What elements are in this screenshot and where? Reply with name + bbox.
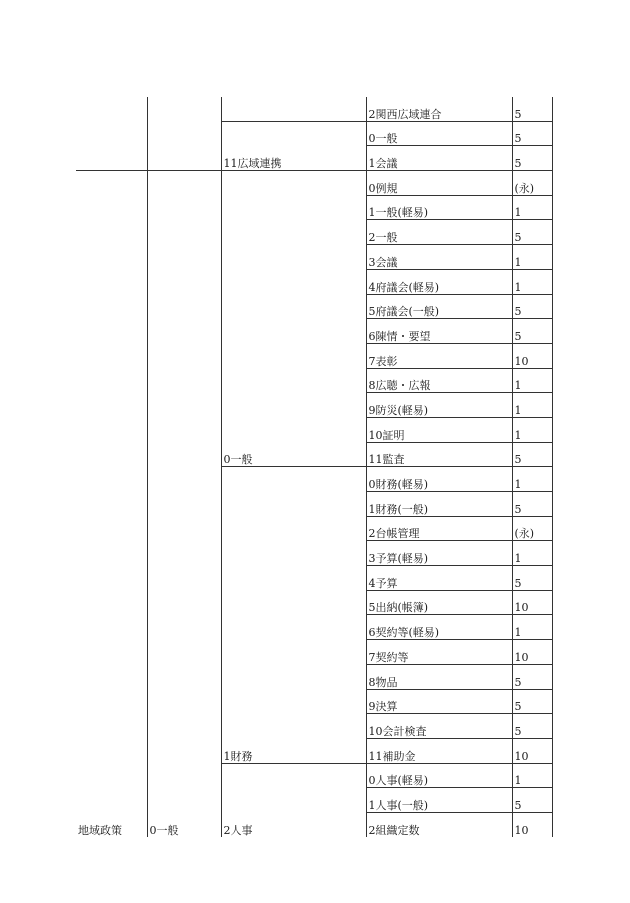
retention-period: 5 — [512, 146, 552, 171]
retention-period: 10 — [512, 343, 552, 368]
retention-period: 1 — [512, 195, 552, 220]
minor-category: 2一般 — [366, 220, 512, 245]
minor-category: 9防災(軽易) — [366, 393, 512, 418]
minor-category: 2組織定数 — [366, 812, 512, 836]
minor-category: 7表彰 — [366, 343, 512, 368]
retention-period: 1 — [512, 269, 552, 294]
retention-period: 1 — [512, 467, 552, 492]
minor-category: 4府議会(軽易) — [366, 269, 512, 294]
minor-category: 6契約等(軽易) — [366, 615, 512, 640]
table-row — [76, 97, 552, 121]
minor-category: 0財務(軽易) — [366, 467, 512, 492]
retention-period: 1 — [512, 763, 552, 788]
retention-period: 5 — [512, 492, 552, 517]
retention-period: (永) — [512, 516, 552, 541]
retention-period: 5 — [512, 442, 552, 467]
minor-category: 0人事(軽易) — [366, 763, 512, 788]
retention-period: 1 — [512, 368, 552, 393]
retention-period: 10 — [512, 640, 552, 665]
group-cell-blank — [76, 97, 147, 171]
retention-period: 1 — [512, 417, 552, 442]
retention-period: (永) — [512, 171, 552, 196]
retention-period: 5 — [512, 566, 552, 591]
minor-category: 1一般(軽易) — [366, 195, 512, 220]
minor-category: 1人事(一般) — [366, 788, 512, 813]
retention-period: 1 — [512, 245, 552, 270]
minor-category: 10証明 — [366, 417, 512, 442]
subcategory: 11広域連携 — [221, 121, 366, 170]
minor-category: 2関西広域連合 — [366, 97, 512, 121]
minor-category: 10会計検査 — [366, 714, 512, 739]
minor-category: 7契約等 — [366, 640, 512, 665]
minor-category: 1財務(一般) — [366, 492, 512, 517]
classification-table — [76, 97, 553, 837]
minor-category: 8物品 — [366, 664, 512, 689]
table-row — [76, 171, 552, 196]
category-name: 0一般 — [147, 171, 221, 837]
retention-period: 5 — [512, 714, 552, 739]
retention-period: 1 — [512, 541, 552, 566]
retention-period: 5 — [512, 294, 552, 319]
minor-category: 9決算 — [366, 689, 512, 714]
retention-period: 5 — [512, 664, 552, 689]
subcategory: 2人事 — [221, 763, 366, 837]
minor-category: 4予算 — [366, 566, 512, 591]
minor-category: 5府議会(一般) — [366, 294, 512, 319]
document-page — [76, 97, 552, 837]
minor-category: 2台帳管理 — [366, 516, 512, 541]
retention-period: 5 — [512, 121, 552, 146]
retention-period: 5 — [512, 97, 552, 121]
retention-period: 5 — [512, 689, 552, 714]
retention-period: 10 — [512, 812, 552, 836]
retention-period: 10 — [512, 738, 552, 763]
retention-period: 5 — [512, 220, 552, 245]
retention-period: 5 — [512, 319, 552, 344]
minor-category: 11監査 — [366, 442, 512, 467]
minor-category: 0例規 — [366, 171, 512, 196]
minor-category: 8広聴・広報 — [366, 368, 512, 393]
subcategory: 0一般 — [221, 171, 366, 467]
minor-category: 3会議 — [366, 245, 512, 270]
minor-category: 6陳情・要望 — [366, 319, 512, 344]
category-cell-blank — [147, 97, 221, 171]
retention-period: 10 — [512, 590, 552, 615]
minor-category: 1会議 — [366, 146, 512, 171]
minor-category: 3予算(軽易) — [366, 541, 512, 566]
minor-category: 5出納(帳簿) — [366, 590, 512, 615]
retention-period: 1 — [512, 393, 552, 418]
retention-period: 5 — [512, 788, 552, 813]
minor-category: 11補助金 — [366, 738, 512, 763]
subcategory: 1財務 — [221, 467, 366, 763]
subcategory-cell-blank — [221, 97, 366, 121]
group-name: 地域政策 — [76, 171, 147, 837]
retention-period: 1 — [512, 615, 552, 640]
minor-category: 0一般 — [366, 121, 512, 146]
